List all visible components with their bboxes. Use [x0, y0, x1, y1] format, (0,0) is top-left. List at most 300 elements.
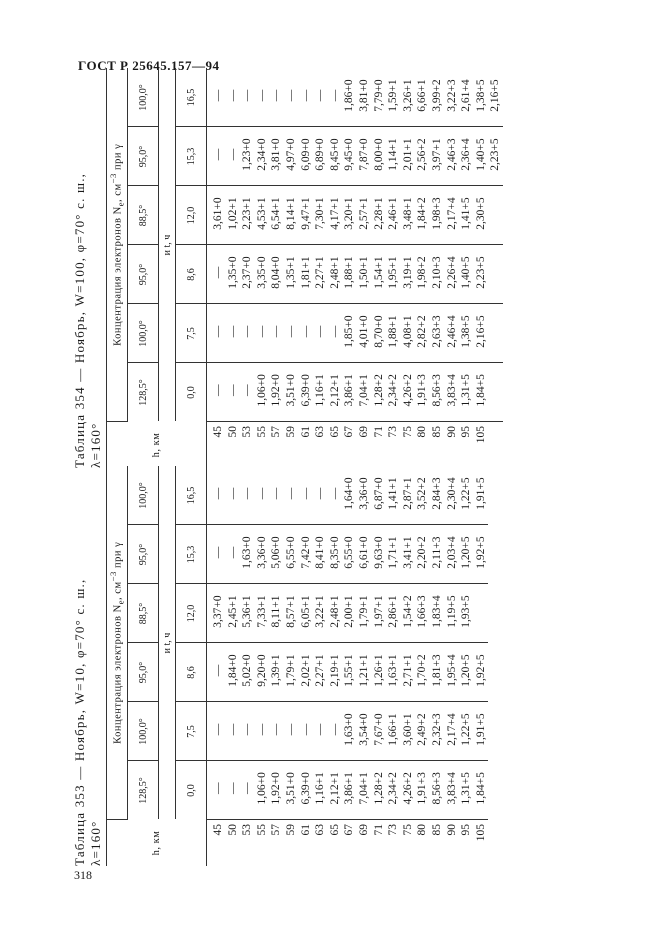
value-column: [207, 467, 489, 526]
table-cell: 1,86+0: [343, 79, 356, 112]
table-cell: 4,26+2: [401, 374, 414, 407]
table-cell: 1,98+3: [430, 197, 443, 230]
table-cell: 2,87+1: [401, 477, 414, 510]
table-cell: —: [212, 148, 224, 161]
table-cell: 2,00+1: [343, 595, 356, 628]
table-cell: 75: [401, 824, 414, 836]
gamma-header: 95,0°: [128, 127, 159, 186]
table-cell: 1,35+0: [226, 256, 239, 289]
table-cell: 50: [226, 426, 239, 438]
table-cell: 7,67+0: [372, 713, 385, 746]
time-header: 15,3: [176, 525, 207, 584]
table-cell: 61: [299, 824, 312, 836]
table-cell: 8,70+0: [372, 315, 385, 348]
table-cell: 1,85+0: [343, 315, 356, 348]
table-cell: 75: [401, 426, 414, 438]
table-cell: 2,46+4: [445, 315, 458, 348]
time-header: 8,6: [176, 245, 207, 304]
table-cell: 67: [343, 824, 356, 836]
table-cell: 1,28+2: [372, 374, 385, 407]
table-cell: —: [314, 723, 327, 736]
table-cell: 2,37+0: [241, 256, 254, 289]
table-cell: 8,14+1: [284, 197, 297, 230]
table-cell: —: [226, 546, 239, 559]
table-cell: —: [328, 487, 341, 500]
table-cell: 6,87+0: [372, 477, 385, 510]
table-cell: 1,66+1: [387, 713, 400, 746]
table-cell: —: [241, 487, 254, 500]
time-header: 0,0: [176, 761, 207, 820]
gamma-header: 95,0°: [128, 643, 159, 702]
table-cell: —: [270, 89, 283, 102]
table-cell: 2,56+2: [416, 138, 429, 171]
table-cell: 2,57+1: [357, 197, 370, 230]
table-cell: 1,20+5: [460, 536, 473, 569]
table-cell: 1,22+5: [460, 477, 473, 510]
table-cell: 90: [445, 426, 458, 438]
gamma-header: 88,5°: [128, 584, 159, 643]
table-cell: —: [226, 487, 239, 500]
caption-line-2: λ=160°: [88, 820, 103, 866]
table-cell: 1,19+5: [445, 595, 458, 628]
table-cell: 2,46+1: [387, 197, 400, 230]
table-cell: 69: [357, 824, 370, 836]
table-cell: 57: [270, 824, 283, 836]
gamma-header: 100,0°: [128, 69, 159, 128]
time-header: 16,5: [176, 467, 207, 526]
table-cell: 1,70+2: [416, 654, 429, 687]
value-column: [207, 761, 489, 820]
table-cell: —: [314, 487, 327, 500]
table-cell: 4,26+2: [401, 772, 414, 805]
table-cell: 1,91+5: [474, 713, 487, 746]
h-column-header: h, км: [107, 820, 207, 867]
table-cell: 3,61+0: [212, 197, 224, 230]
table-cell: 55: [255, 426, 268, 438]
table-cell: 1,02+1: [226, 197, 239, 230]
value-column: [207, 304, 503, 363]
table-cell: 2,34+2: [387, 772, 400, 805]
table-cell: —: [284, 89, 297, 102]
table-cell: —: [226, 723, 239, 736]
table-cell: 85: [430, 426, 443, 438]
table-cell: 45: [212, 824, 224, 836]
table-cell: 2,48+1: [328, 256, 341, 289]
table-cell: 5,06+0: [270, 536, 283, 569]
table-cell: 1,93+5: [460, 595, 473, 628]
table-cell: 8,04+0: [270, 256, 283, 289]
table-cell: 2,02+1: [299, 654, 312, 687]
table-cell: 5,36+1: [241, 595, 254, 628]
table-cell: 2,23+5: [474, 256, 487, 289]
table-cell: 1,28+2: [372, 772, 385, 805]
table-cell: 1,83+4: [430, 595, 443, 628]
table-cell: 3,37+0: [212, 595, 224, 628]
table-cell: 71: [372, 824, 385, 836]
table-cell: 3,22+1: [314, 595, 327, 628]
table-cell: 105: [474, 426, 487, 444]
table-cell: 4,01+0: [357, 315, 370, 348]
gamma-header: 100,0°: [128, 702, 159, 761]
table-cell: 1,97+1: [372, 595, 385, 628]
table-cell: 1,92+5: [474, 654, 487, 687]
value-column: [207, 643, 489, 702]
table-cell: 2,86+1: [387, 595, 400, 628]
table-cell: 80: [416, 426, 429, 438]
table-cell: 2,17+4: [445, 197, 458, 230]
table-cell: 2,34+0: [255, 138, 268, 171]
concentration-header: Концентрация электронов $N_e$, $см^{-3}$ при γ: [107, 69, 128, 422]
table-cell: 1,81+3: [430, 654, 443, 687]
table-cell: 1,63+1: [387, 654, 400, 687]
caption-line-2: λ=160°: [88, 422, 103, 468]
table-cell: —: [270, 487, 283, 500]
table-cell: 3,51+0: [284, 374, 297, 407]
table-cell: 3,35+0: [255, 256, 268, 289]
value-column: [207, 127, 503, 186]
time-header: 12,0: [176, 186, 207, 245]
table-cell: 2,28+1: [372, 197, 385, 230]
table-cell: 2,12+1: [328, 374, 341, 407]
table-cell: 1,98+2: [416, 256, 429, 289]
table-cell: —: [299, 325, 312, 338]
table-cell: —: [314, 325, 327, 338]
gamma-header: 128,5°: [128, 363, 159, 422]
table-cell: 7,33+1: [255, 595, 268, 628]
table-cell: 3,83+4: [445, 772, 458, 805]
table-cell: —: [328, 723, 341, 736]
table-caption: [72, 0, 106, 468]
table-cell: 55: [255, 824, 268, 836]
table-cell: 3,81+0: [270, 138, 283, 171]
table-cell: 69: [357, 426, 370, 438]
table-cell: 2,30+5: [474, 197, 487, 230]
table-cell: 7,79+0: [372, 79, 385, 112]
table-353: [106, 467, 488, 867]
table-cell: 1,91+5: [474, 477, 487, 510]
table-cell: —: [284, 487, 297, 500]
table-cell: 59: [284, 824, 297, 836]
table-cell: —: [284, 325, 297, 338]
table-cell: 1,91+3: [416, 772, 429, 805]
table-cell: 4,17+1: [328, 197, 341, 230]
table-cell: —: [255, 89, 268, 102]
table-cell: 1,20+5: [460, 654, 473, 687]
table-cell: 1,06+0: [255, 374, 268, 407]
table-cell: —: [314, 89, 327, 102]
table-cell: 6,39+0: [299, 772, 312, 805]
table-cell: —: [270, 723, 283, 736]
value-column: [207, 702, 489, 761]
height-values: [207, 422, 503, 469]
table-cell: —: [212, 782, 224, 794]
table-cell: —: [241, 325, 254, 338]
table-cell: 53: [241, 824, 254, 836]
time-header: 16,5: [176, 69, 207, 128]
table-cell: 6,39+0: [299, 374, 312, 407]
table-cell: 6,09+0: [299, 138, 312, 171]
table-cell: 1,63+0: [343, 713, 356, 746]
table-cell: 2,10+3: [430, 256, 443, 289]
value-column: [207, 525, 489, 584]
table-cell: 3,86+1: [343, 772, 356, 805]
height-values: [207, 820, 489, 867]
table-354: [106, 69, 503, 469]
time-header: 7,5: [176, 304, 207, 363]
table-cell: 67: [343, 426, 356, 438]
table-cell: 2,34+2: [387, 374, 400, 407]
table-cell: 1,22+5: [460, 713, 473, 746]
table-cell: 2,71+1: [401, 654, 414, 687]
table-cell: 3,81+0: [357, 79, 370, 112]
table-cell: 63: [314, 426, 327, 438]
caption-line-1: Таблица 353 — Ноябрь, W=10, φ=70° с. ш.,: [72, 578, 87, 866]
table-cell: 2,46+3: [445, 138, 458, 171]
gamma-header: 100,0°: [128, 304, 159, 363]
time-header: 15,3: [176, 127, 207, 186]
table-cell: 1,14+1: [387, 138, 400, 171]
table-cell: 8,00+0: [372, 138, 385, 171]
table-cell: 9,20+0: [255, 654, 268, 687]
value-column: [207, 186, 503, 245]
h-column-header: h, км: [107, 422, 207, 469]
table-cell: 1,41+5: [460, 197, 473, 230]
table-cell: —: [212, 487, 224, 500]
table-cell: —: [241, 89, 254, 102]
table-cell: —: [241, 723, 254, 736]
table-cell: 8,11+1: [270, 595, 283, 628]
table-cell: 1,84+5: [474, 374, 487, 407]
concentration-header: Концентрация электронов $N_e$, $см^{-3}$ при γ: [107, 467, 128, 820]
table-cell: 1,23+0: [241, 138, 254, 171]
table-cell: 2,84+3: [430, 477, 443, 510]
table-cell: 63: [314, 824, 327, 836]
table-cell: 1,40+5: [460, 256, 473, 289]
table-cell: 2,63+3: [430, 315, 443, 348]
table-cell: 1,84+0: [226, 654, 239, 687]
table-cell: 4,97+0: [284, 138, 297, 171]
value-column: [207, 245, 503, 304]
table-cell: —: [255, 723, 268, 736]
table-cell: —: [299, 89, 312, 102]
table-cell: 1,92+0: [270, 374, 283, 407]
table-cell: 80: [416, 824, 429, 836]
table-cell: —: [226, 89, 239, 102]
table-cell: —: [255, 487, 268, 500]
table-cell: 1,41+1: [387, 477, 400, 510]
table-cell: 7,04+1: [357, 772, 370, 805]
table-cell: 1,55+1: [343, 654, 356, 687]
table-cell: 1,06+0: [255, 772, 268, 805]
table-cell: 1,40+5: [474, 138, 487, 171]
table-cell: 73: [387, 426, 400, 438]
table-cell: 2,16+5: [489, 79, 502, 112]
table-cell: 1,95+1: [387, 256, 400, 289]
table-cell: 9,45+0: [343, 138, 356, 171]
gamma-header: 88,5°: [128, 186, 159, 245]
table-cell: 6,05+1: [299, 595, 312, 628]
table-cell: 2,17+4: [445, 713, 458, 746]
table-cell: 45: [212, 426, 224, 438]
table-cell: 53: [241, 426, 254, 438]
table-cell: 2,20+2: [416, 536, 429, 569]
table-cell: 71: [372, 426, 385, 438]
table-cell: 1,92+5: [474, 536, 487, 569]
table-cell: 1,31+5: [460, 772, 473, 805]
table-cell: 2,19+1: [328, 654, 341, 687]
table-cell: —: [226, 384, 239, 396]
table-cell: 9,47+1: [299, 197, 312, 230]
gamma-header: 95,0°: [128, 245, 159, 304]
table-cell: 2,23+1: [241, 197, 254, 230]
table-cell: 3,20+1: [343, 197, 356, 230]
table-cell: —: [241, 384, 254, 396]
table-cell: 65: [328, 426, 341, 438]
page-header: ГОСТ Р 25645.157—94: [78, 58, 220, 73]
table-cell: 1,50+1: [357, 256, 370, 289]
table-cell: —: [270, 325, 283, 338]
table-cell: 6,55+0: [284, 536, 297, 569]
table-cell: —: [212, 384, 224, 396]
table-cell: 1,35+1: [284, 256, 297, 289]
table-cell: 1,92+0: [270, 772, 283, 805]
table-cell: 1,63+0: [241, 536, 254, 569]
table-cell: 3,97+1: [430, 138, 443, 171]
table-cell: 8,56+3: [430, 772, 443, 805]
table-cell: 2,82+2: [416, 315, 429, 348]
table-cell: —: [241, 782, 254, 794]
table-cell: —: [212, 266, 224, 279]
table-cell: 90: [445, 824, 458, 836]
table-cell: 4,53+1: [255, 197, 268, 230]
table-cell: 1,84+2: [416, 197, 429, 230]
table-cell: 3,36+0: [357, 477, 370, 510]
table-cell: 1,31+5: [460, 374, 473, 407]
table-cell: 2,03+4: [445, 536, 458, 569]
table-cell: —: [328, 89, 341, 102]
table-cell: 1,26+1: [372, 654, 385, 687]
table-cell: 8,56+3: [430, 374, 443, 407]
table-cell: 1,16+1: [314, 772, 327, 805]
table-cell: 1,81+1: [299, 256, 312, 289]
table-cell: 3,54+0: [357, 713, 370, 746]
table-cell: 1,54+2: [401, 595, 414, 628]
table-cell: 4,08+1: [401, 315, 414, 348]
table-cell: —: [284, 723, 297, 736]
time-group-header: и t, ч: [159, 69, 176, 422]
table-cell: 2,36+4: [460, 138, 473, 171]
table-cell: 1,88+1: [343, 256, 356, 289]
table-cell: —: [299, 723, 312, 736]
table-cell: 1,71+1: [387, 536, 400, 569]
table-cell: 3,86+1: [343, 374, 356, 407]
table-cell: 57: [270, 426, 283, 438]
table-cell: —: [212, 546, 224, 559]
table-cell: 2,61+4: [460, 79, 473, 112]
table-cell: 65: [328, 824, 341, 836]
table-cell: 2,23+5: [489, 138, 502, 171]
table-cell: 3,19+1: [401, 256, 414, 289]
table-cell: —: [212, 325, 224, 338]
table-cell: 7,87+0: [357, 138, 370, 171]
table-cell: —: [212, 89, 224, 102]
table-cell: 1,16+1: [314, 374, 327, 407]
gamma-header: 128,5°: [128, 761, 159, 820]
table-cell: 50: [226, 824, 239, 836]
time-header: 7,5: [176, 702, 207, 761]
table-cell: 1,38+5: [460, 315, 473, 348]
table-cell: 3,48+1: [401, 197, 414, 230]
time-group-header: и t, ч: [159, 467, 176, 820]
table-cell: 2,32+3: [430, 713, 443, 746]
table-cell: 6,54+1: [270, 197, 283, 230]
table-cell: 73: [387, 824, 400, 836]
table-cell: 2,01+1: [401, 138, 414, 171]
table-cell: 8,41+0: [314, 536, 327, 569]
table-cell: 7,04+1: [357, 374, 370, 407]
table-cell: —: [328, 325, 341, 338]
table-cell: 2,26+4: [445, 256, 458, 289]
table-cell: 1,66+3: [416, 595, 429, 628]
table-cell: 3,36+0: [255, 536, 268, 569]
table-cell: 1,91+3: [416, 374, 429, 407]
caption-line-1: Таблица 354 — Ноябрь, W=100, φ=70° с. ш.,: [72, 172, 87, 468]
table-cell: —: [226, 782, 239, 794]
table-354-block: [72, 0, 503, 468]
table-cell: 1,88+1: [387, 315, 400, 348]
table-cell: 3,60+1: [401, 713, 414, 746]
table-cell: 1,84+5: [474, 772, 487, 805]
table-cell: 3,99+2: [430, 79, 443, 112]
time-header: 0,0: [176, 363, 207, 422]
table-cell: —: [212, 664, 224, 677]
table-cell: 6,89+0: [314, 138, 327, 171]
table-cell: 1,21+1: [357, 654, 370, 687]
table-cell: 1,39+1: [270, 654, 283, 687]
time-header: 8,6: [176, 643, 207, 702]
table-cell: 6,61+0: [357, 536, 370, 569]
table-cell: 95: [460, 824, 473, 836]
table-cell: 8,45+0: [328, 138, 341, 171]
table-cell: 1,54+1: [372, 256, 385, 289]
table-cell: 3,41+1: [401, 536, 414, 569]
table-cell: 2,16+5: [474, 315, 487, 348]
table-cell: 2,27+1: [314, 256, 327, 289]
table-cell: 3,83+4: [445, 374, 458, 407]
table-cell: 2,30+4: [445, 477, 458, 510]
table-cell: 2,12+1: [328, 772, 341, 805]
table-cell: 8,57+1: [284, 595, 297, 628]
table-cell: 6,66+1: [416, 79, 429, 112]
table-cell: —: [226, 148, 239, 161]
table-cell: 3,52+2: [416, 477, 429, 510]
table-cell: —: [212, 723, 224, 736]
table-cell: —: [299, 487, 312, 500]
table-cell: 2,45+1: [226, 595, 239, 628]
table-cell: 85: [430, 824, 443, 836]
table-cell: 8,35+0: [328, 536, 341, 569]
page-number: 318: [74, 868, 92, 882]
table-cell: 9,63+0: [372, 536, 385, 569]
gamma-header: 100,0°: [128, 467, 159, 526]
value-column: [207, 363, 503, 422]
table-cell: 2,11+3: [430, 536, 443, 569]
table-cell: 7,42+0: [299, 536, 312, 569]
table-cell: —: [255, 325, 268, 338]
table-cell: 1,95+4: [445, 654, 458, 687]
table-cell: 6,55+0: [343, 536, 356, 569]
table-cell: 1,79+1: [357, 595, 370, 628]
